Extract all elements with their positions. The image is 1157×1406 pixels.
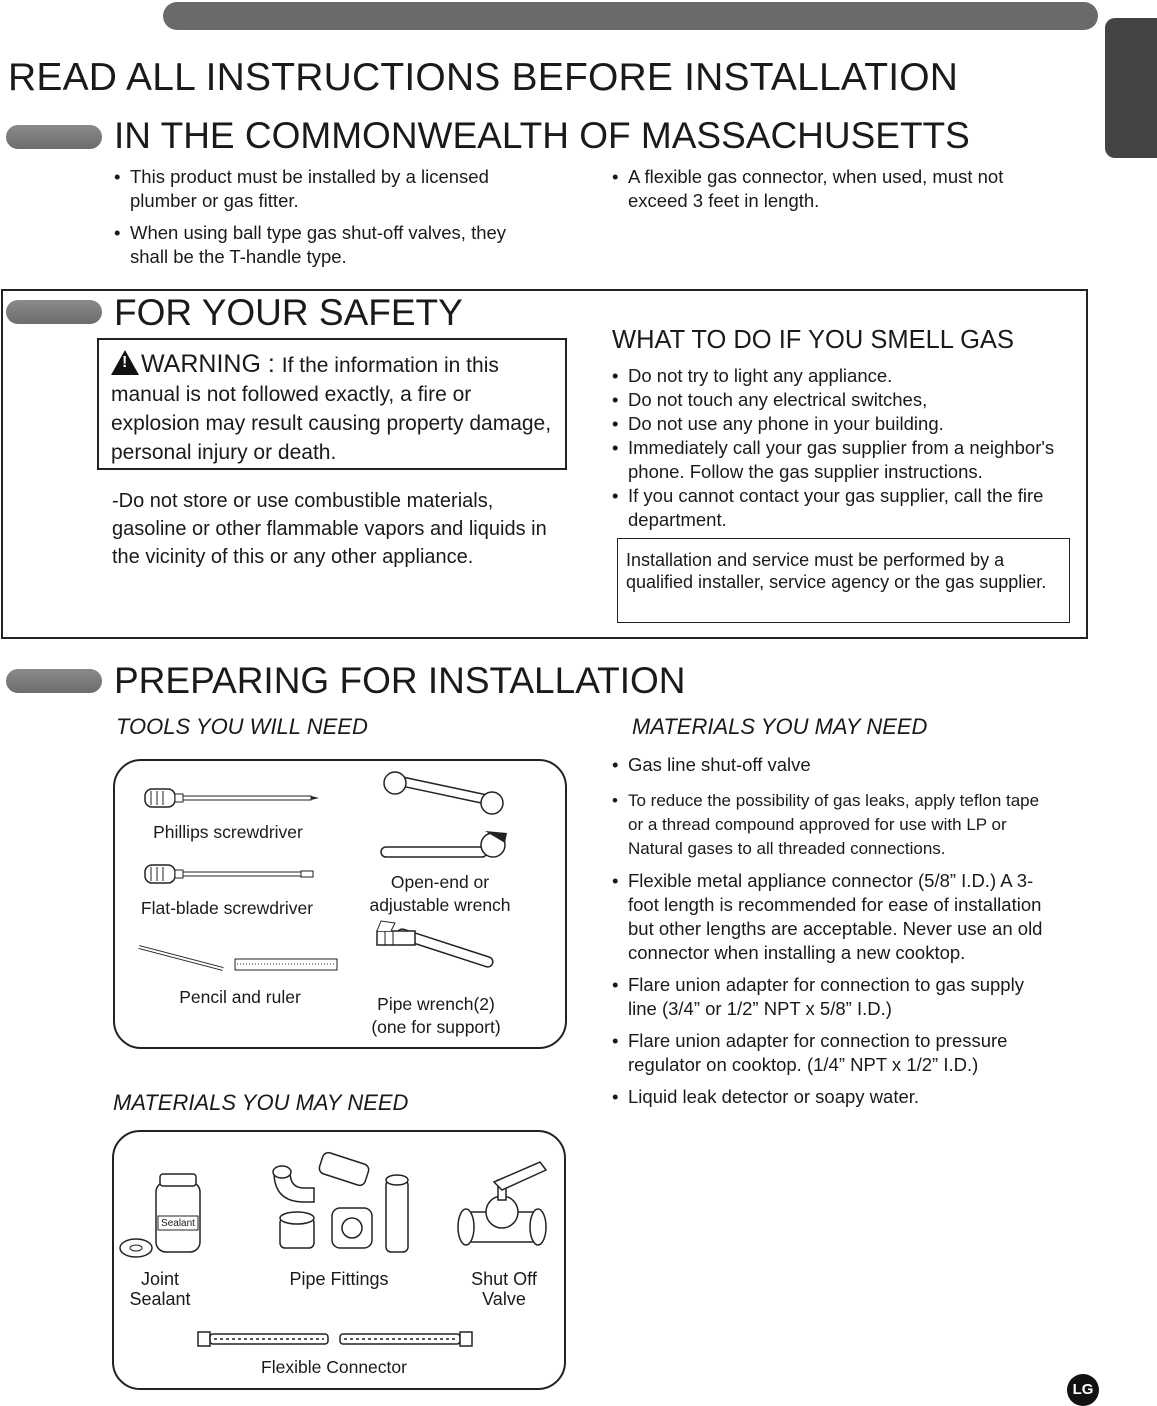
warning-label: WARNING :: [141, 350, 282, 378]
list-item: • Do not use any phone in your building.: [612, 412, 1062, 436]
list-item: • Immediately call your gas supplier from a neighbor's phone. Follow the gas supplier instructions.: [612, 436, 1062, 484]
materials-heading-right: MATERIALS YOU MAY NEED: [632, 714, 928, 739]
materials-box: [112, 1130, 566, 1390]
pencil-ruler-icon: [139, 947, 337, 970]
list-item: • A flexible gas connector, when used, must not exceed 3 feet in length.: [612, 165, 1052, 213]
list-item: • If you cannot contact your gas supplier, call the fire department.: [612, 484, 1062, 532]
sealant-jar-label: Sealant: [161, 1218, 195, 1229]
materials-heading-left: MATERIALS YOU MAY NEED: [113, 1090, 409, 1115]
joint-label-1: Joint: [140, 1269, 180, 1289]
list-item: • Flexible metal appliance connector (5/8” I.D.) A 3-foot length is recommended for ease of installation but other lengths are acceptable. Never use an old connector when installing a new cooktop.: [612, 869, 1052, 965]
section-marker: [6, 300, 102, 324]
pencil-ruler-label: Pencil and ruler: [179, 987, 301, 1007]
list-item: • Do not touch any electrical switches,: [612, 388, 1062, 412]
shutoff-label-1: Shut Off: [471, 1269, 537, 1289]
joint-label-2: Sealant: [129, 1289, 191, 1309]
tape-roll-icon: [120, 1239, 152, 1257]
warning-text: If the information in this manual is not followed exactly, a fire or explosion may result causing property damage, personal injury or death.: [111, 354, 552, 464]
list-item: • To reduce the possibility of gas leaks, apply teflon tape or a thread compound approved for use with LP or Natural gases to all threaded connections.: [612, 789, 1052, 861]
flat-blade-screwdriver-icon: [145, 865, 313, 883]
pipe-wrench-icon: [377, 921, 494, 968]
pipe-wrench-label-1: Pipe wrench(2): [377, 994, 495, 1014]
massachusetts-left-list: [114, 165, 534, 277]
page-title: READ ALL INSTRUCTIONS BEFORE INSTALLATION: [8, 56, 959, 99]
tools-box: [113, 759, 567, 1049]
list-item: • Flare union adapter for connection to gas supply line (3/4” or 1/2” NPT x 5/8” I.D.): [612, 973, 1052, 1021]
list-item: • This product must be installed by a licensed plumber or gas fitter.: [114, 165, 534, 213]
phillips-label: Phillips screwdriver: [153, 822, 303, 842]
list-item: • Gas line shut-off valve: [612, 753, 1052, 777]
phillips-screwdriver-icon: [145, 789, 319, 807]
tools-heading: TOOLS YOU WILL NEED: [116, 714, 368, 739]
massachusetts-title: IN THE COMMONWEALTH OF MASSACHUSETTS: [114, 115, 970, 156]
smell-gas-title: WHAT TO DO IF YOU SMELL GAS: [612, 326, 1014, 354]
flexible-connector-icon: [198, 1332, 472, 1346]
installation-note: Installation and service must be performed by a qualified installer, service agency or the gas supplier.: [617, 538, 1070, 623]
header-bar: [163, 2, 1098, 30]
section-tab: [1105, 18, 1157, 158]
list-item: • Do not try to light any appliance.: [612, 364, 1062, 388]
materials-illustration: [114, 1132, 564, 1388]
flat-blade-label: Flat-blade screwdriver: [140, 898, 314, 918]
shut-off-valve-icon: [458, 1162, 546, 1245]
safety-title: FOR YOUR SAFETY: [114, 292, 463, 333]
storage-warning: -Do not store or use combustible materials, gasoline or other flammable vapors and liquids in the vicinity of this or any other appliance.: [112, 490, 547, 568]
list-item: • Liquid leak detector or soapy water.: [612, 1085, 1052, 1109]
pipe-fittings-label: Pipe Fittings: [289, 1269, 389, 1289]
list-item: • When using ball type gas shut-off valves, they shall be the T-handle type.: [114, 221, 534, 269]
warning-box: [97, 338, 567, 470]
wrench-label-2: adjustable wrench: [369, 895, 511, 915]
sealant-jar-icon: [156, 1174, 200, 1252]
open-end-wrench-icon: [384, 772, 503, 814]
wrench-label-1: Open-end or: [390, 872, 490, 892]
section-marker: [6, 125, 102, 149]
shutoff-label-2: Valve: [482, 1289, 526, 1309]
massachusetts-right-list: [612, 165, 1052, 221]
flex-connector-label: Flexible Connector: [261, 1357, 407, 1377]
section-marker: [6, 669, 102, 693]
pipe-wrench-label-2: (one for support): [371, 1017, 501, 1037]
lg-logo: LG: [1067, 1374, 1099, 1406]
warning-icon: !: [111, 350, 139, 375]
list-item: • Flare union adapter for connection to pressure regulator on cooktop. (1/4” NPT x 1/2” I.D.): [612, 1029, 1052, 1077]
materials-list: [612, 753, 1052, 1117]
preparing-title: PREPARING FOR INSTALLATION: [114, 660, 686, 701]
adjustable-wrench-icon: [381, 831, 507, 857]
pipe-fittings-icon: [273, 1151, 408, 1252]
smell-gas-list: [612, 364, 1062, 532]
